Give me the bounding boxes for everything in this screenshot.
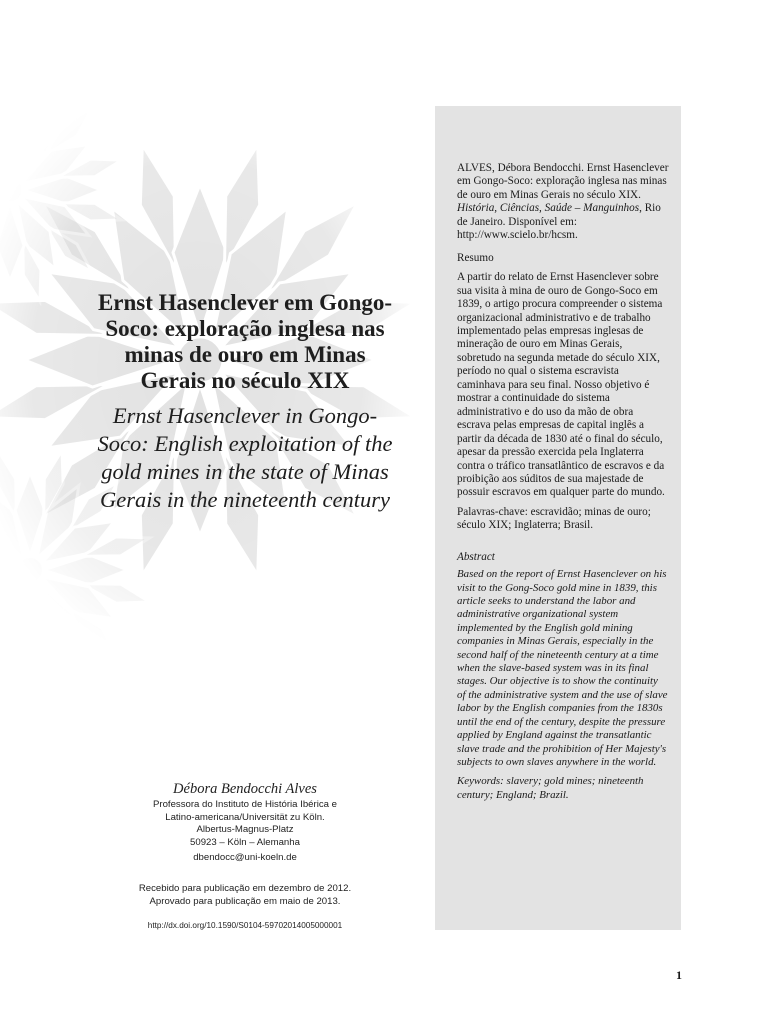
resumo-heading: Resumo: [457, 251, 494, 264]
citation-text-end: , Rio de Janeiro. Disponível em: http://www.scielo.br/hcsm.: [457, 202, 661, 242]
abstract-sidebar: [435, 106, 681, 930]
author-name: Débora Bendocchi Alves: [173, 781, 317, 797]
keywords: Keywords: slavery; gold mines; nineteenth century; England; Brazil.: [457, 775, 644, 801]
affiliation-line: Albertus-Magnus-Platz: [196, 824, 294, 836]
page-number: 1: [676, 968, 682, 982]
affiliation-line: 50923 – Köln – Alemanha: [190, 836, 300, 848]
affiliation-line: Latino-americana/Universität zu Köln.: [165, 811, 325, 823]
title-block: [90, 290, 400, 514]
citation-journal: História, Ciências, Saúde – Manguinhos: [457, 202, 640, 215]
received-date: Recebido para publicação em dezembro de 2012.: [138, 883, 352, 894]
doi-link: http://dx.doi.org/10.1590/S0104-59702014005000001: [147, 921, 343, 930]
resumo-text: A partir do relato de Ernst Hasenclever sobre sua visita à mina de ouro de Gongo-Soco em 1839, o artigo procura compreender o sistema organizacional administrativo e de trabalho implementado pelas empresas inglesas de mineração de ouro em Minas Gerais, sobretudo na segunda metade do século XIX, período no qual o sistema escravista caminhava para seu final. Nosso objetivo é mostrar a continuidade do sistema administrativo e do uso da mão de obra escrava pelas empresas de capital inglês a partir da década de 1830 até o final do século, apesar da pressão exercida pela Inglaterra contra o tráfico transatlântico de escravos e da proibição aos súditos de sua majestade de possuir escravos em qualquer parte do mundo.: [457, 271, 665, 499]
citation: [457, 162, 669, 243]
sidebar-content: [457, 162, 669, 802]
citation-text: ALVES, Débora Bendocchi. Ernst Hasenclever em Gongo-Soco: exploração inglesa nas minas de ouro em Minas Gerais no século XIX.: [457, 162, 669, 201]
abstract-text: Based on the report of Ernst Hasenclever on his visit to the Gong-Soco gold mine in 1839, this article seeks to understand the labor and administrative organizational system implemented by the English gold mining companies in Minas Gerais, especially in the second half of the nineteenth century at a time when the slave-based system was in its final stages. Our objective is to show the continuity of the administrative system and the use of slave labor by the English companies from the 1830s until the end of the century, despite the pressure applied by England against the transatlantic slave trade and the prohibition of Her Majesty's subjects to own slaves anywhere in the world.: [457, 568, 668, 768]
affiliation-line: Professora do Instituto de História Ibérica e: [153, 799, 337, 810]
palavras-chave: Palavras-chave: escravidão; minas de ouro; século XIX; Inglaterra; Brasil.: [457, 505, 651, 532]
article-title-english: Ernst Hasenclever in Gongo-Soco: English exploitation of the gold mines in the state of Minas Gerais in the nineteenth century: [97, 403, 393, 512]
publication-dates: [110, 883, 380, 909]
author-email: dbendocc@uni-koeln.de: [193, 852, 297, 864]
abstract-heading: Abstract: [457, 550, 495, 563]
approved-date: Aprovado para publicação em maio de 2013.: [149, 895, 341, 907]
author-block: [110, 779, 380, 865]
author-affiliation: [110, 799, 380, 849]
article-title-portuguese: Ernst Hasenclever em Gongo-Soco: exploração inglesa nas minas de ouro em Minas Gerais no século XIX: [97, 290, 393, 393]
